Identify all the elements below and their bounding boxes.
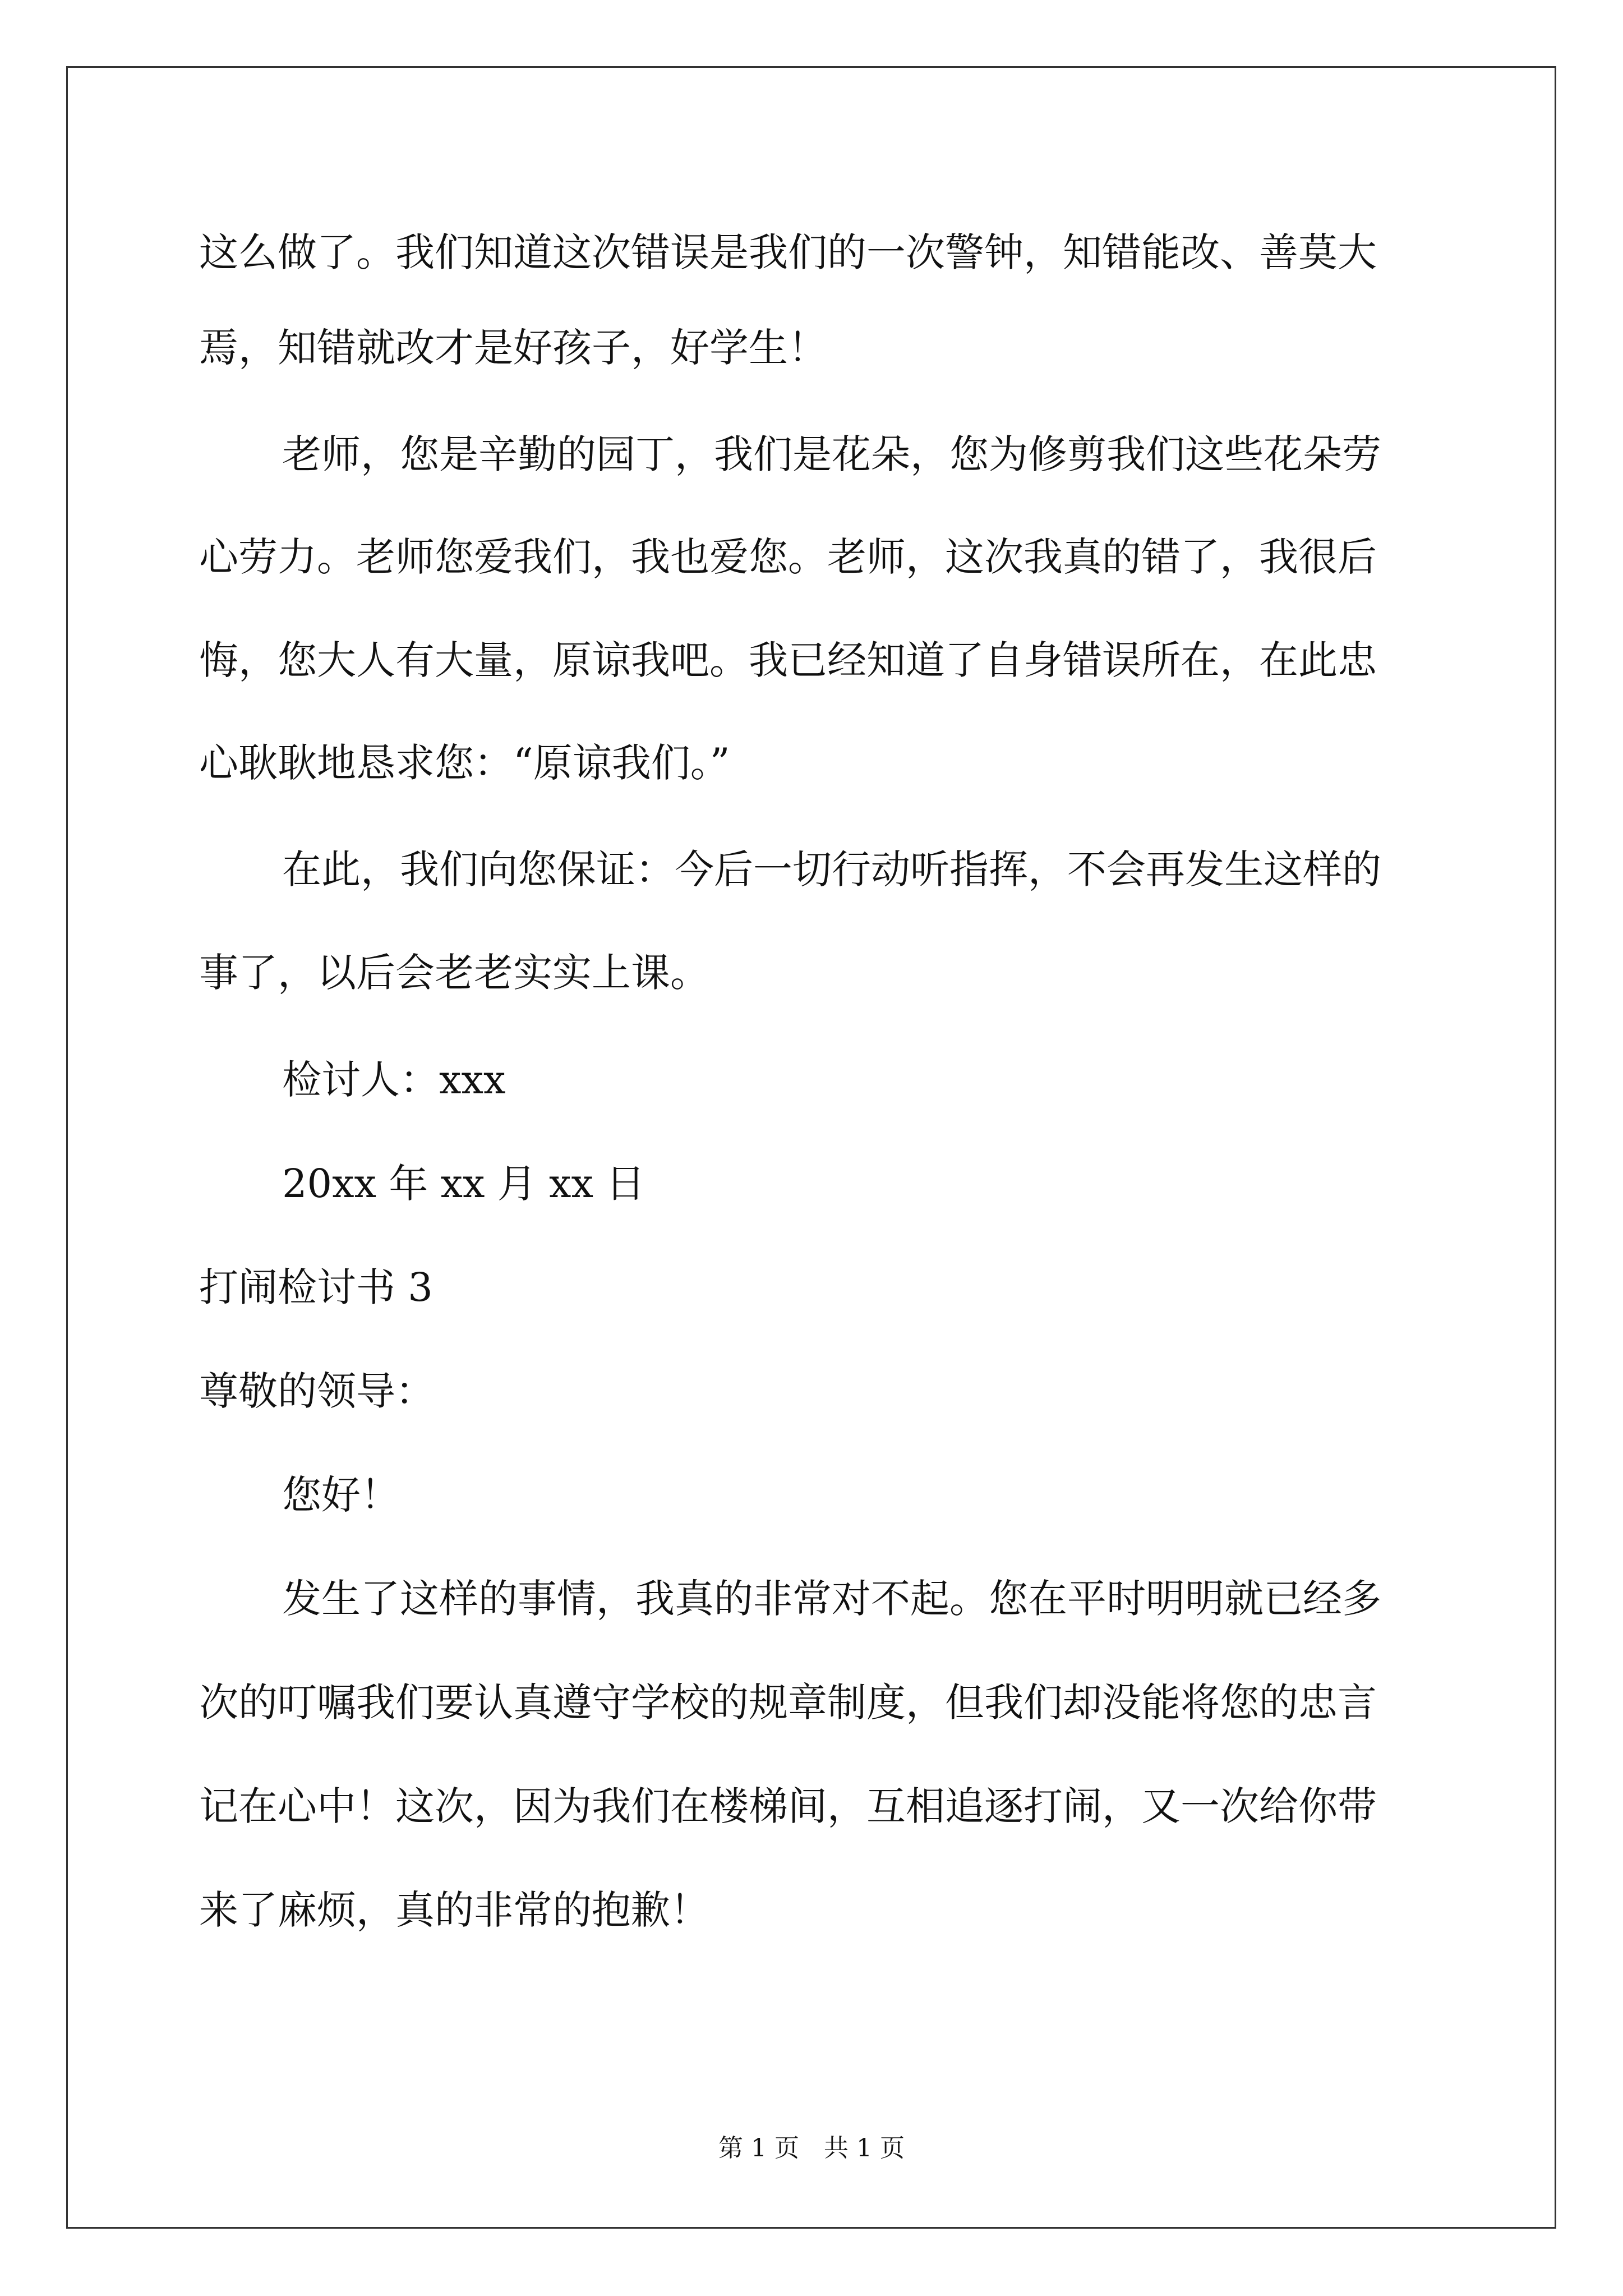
page-number: 第 1 页 共 1 页 xyxy=(718,2134,905,2162)
paragraph-line: 事了，以后会老老实实上课。 xyxy=(199,950,709,996)
paragraph-line: 在此，我们向您保证：今后一切行动听指挥，不会再发生这样的 xyxy=(282,846,1381,892)
paragraph-line: 记在心中！这次，因为我们在楼梯间，互相追逐打闹，又一次给你带 xyxy=(199,1783,1377,1829)
paragraph-line: 老师，您是辛勤的园丁，我们是花朵，您为修剪我们这些花朵劳 xyxy=(282,431,1381,477)
greeting: 您好！ xyxy=(282,1472,400,1518)
paragraph-line: 悔，您大人有大量，原谅我吧。我已经知道了自身错误所在，在此忠 xyxy=(199,637,1377,683)
paragraph-line: 这么做了。我们知道这次错误是我们的一次警钟，知错能改、善莫大 xyxy=(199,229,1377,275)
paragraph-line: 发生了这样的事情，我真的非常对不起。您在平时明明就已经多 xyxy=(282,1576,1381,1622)
signature-line: 检讨人：xxx xyxy=(282,1057,506,1103)
date-line: 20xx 年 xx 月 xx 日 xyxy=(282,1161,645,1207)
paragraph-line: 焉，知错就改才是好孩子，好学生！ xyxy=(199,325,827,371)
paragraph-line: 心劳力。老师您爱我们，我也爱您。老师，这次我真的错了，我很后 xyxy=(199,534,1377,580)
paragraph-line: 次的叮嘱我们要认真遵守学校的规章制度，但我们却没能将您的忠言 xyxy=(199,1680,1377,1726)
section-title: 打闹检讨书 3 xyxy=(199,1264,433,1310)
salutation: 尊敬的领导： xyxy=(199,1368,435,1414)
paragraph-line: 心耿耿地恳求您：“原谅我们。” xyxy=(199,740,730,786)
paragraph-line: 来了麻烦，真的非常的抱歉！ xyxy=(199,1887,709,1933)
